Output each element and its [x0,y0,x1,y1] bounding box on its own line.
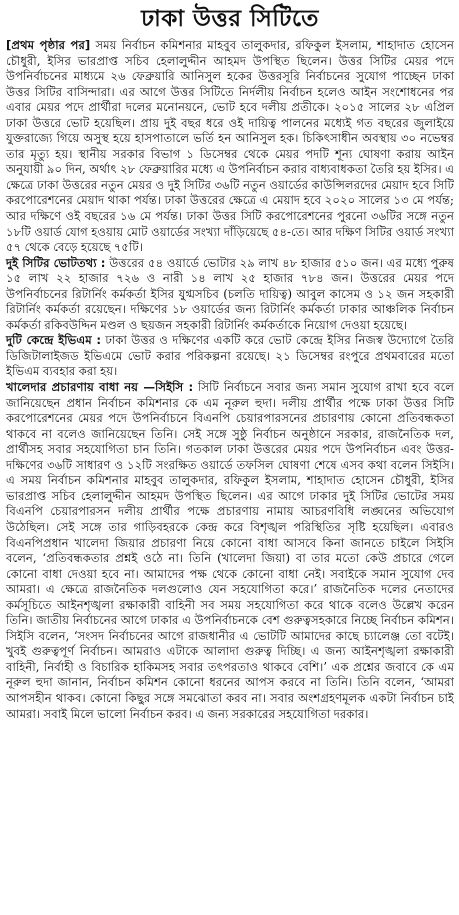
paragraph-lead: খালেদার প্রচারণায় বাধা নয় —সিইসি : [6,380,194,395]
paragraph-body: সময় নির্বাচন কমিশনার মাহবুব তালুকদার, রফিকুল ইসলাম, শাহাদাত হোসেন চৌধুরী, ইসির ভারপ্রাপ্ত সচিব হেলালুদ্দীন আহমদ উপস্থিত ছিলেন। উত্তর সিটির মেয়র পদে উপনির্বাচনের মাধ্যমে ২৬ ফেব্রুয়ারি আনিসুল হকের উত্তরসূরি নির্বাচনের সুযোগ পাচ্ছেন ঢাকা উত্তর সিটির বাসিন্দারা। এর আগে উত্তর সিটিতে নির্দলীয় নির্বাচন হলেও আইন সংশোধনের পর এবার মেয়র পদে প্রার্থীরা দলের মনোনয়নে, ভোট হবে দলীয় প্রতীকে। ২০১৫ সালের ২৮ এপ্রিল ঢাকা উত্তরে ভোট হয়েছিল। প্রায় দুই বছর ধরে ওই দায়িত্ব পালনের মধ্যেই গত বছরের জুলাইয়ে যুক্তরাজ্যে গিয়ে অসুস্থ হয়ে হাসপাতালে ভর্তি হন আনিসুল হক। চিকিৎসাধীন অবস্থায় ৩০ নভেম্বর তার মৃত্যু হয়। স্থানীয় সরকার বিভাগ ১ ডিসেম্বর থেকে মেয়র পদটি শূন্য ঘোষণা করায় আইন অনুযায়ী ৯০ দিন, অর্থাৎ ২৮ ফেব্রুয়ারির মধ্যে এ উপনির্বাচন করার বাধ্যবাধকতা তৈরি হয় ইসির। এ ক্ষেত্রে ঢাকা উত্তরের নতুন মেয়র ও দুই সিটির ৩৬টি নতুন ওয়ার্ডের কাউন্সিলরদের মেয়াদ হবে সিটি করপোরেশনের মেয়াদ থাকা পর্যন্ত। ঢাকা উত্তরের ক্ষেত্রে এ মেয়াদ হবে ২০২০ সালের ১৩ মে পর্যন্ত; আর দক্ষিণে ওই বছরের ১৬ মে পর্যন্ত। ঢাকা উত্তর সিটি করপোরেশনের পুরনো ৩৬টির সঙ্গে নতুন ১৮টি ওয়ার্ড যোগ হওয়ায় মোট ওয়ার্ডের সংখ্যা দাঁড়িয়েছে ৫৪-তে। আর দক্ষিণ সিটির ওয়ার্ড সংখ্যা ৫৭ থেকে বেড়ে হয়েছে ৭৫টি। [6,38,454,255]
paragraph-body: উত্তরের ৫৪ ওয়ার্ডে ভোটার ২৯ লাখ ৪৮ হাজার ৫১০ জন। এর মধ্যে পুরুষ ১৫ লাখ ২২ হাজার ৭২৬ ও নারী ১৪ লাখ ২৫ হাজার ৭৮৪ জন। উত্তরের মেয়র পদে উপনির্বাচনের রিটার্নিং কর্মকর্তা ইসির যুগ্মসচিব (চলতি দায়িত্ব) আবুল কাসেম ও ১২ জন সহকারী রিটার্নিং কর্মকর্তা রয়েছেন। দক্ষিণের ১৮ ওয়ার্ডের জন্য রিটার্নিং কর্মকর্তা ঢাকার আঞ্চলিক নির্বাচন কর্মকর্তা রকিবউদ্দিন মণ্ডল ও ছয়জন সহকারী রিটার্নিং কর্মকর্তাকে নিয়োগ দেওয়া হয়েছে। [6,255,454,332]
paragraph-lead: দুই সিটির ভোটতথ্য : [6,255,106,270]
paragraph-evm [6,333,454,380]
paragraph-vote-info [6,256,454,334]
article-headline: ঢাকা উত্তর সিটিতে [141,6,319,32]
paragraph-lead: [প্রথম পৃষ্ঠার পর] [6,38,91,52]
paragraph-continuation [6,38,454,256]
paragraph-body: ঢাকা উত্তর ও দক্ষিণের একটি করে ভোট কেন্দ্রে ইসির নিজস্ব উদ্যোগে তৈরি ডিজিটালাইজড ইভিএমে ভোট করার পরিকল্পনা রয়েছে। ২১ ডিসেম্বর রংপুরে প্রথমবারের মতো ইভিএম ব্যবহার করা হয়। [6,333,454,379]
paragraph-cec [6,380,454,722]
paragraph-lead: দুটি কেন্দ্রে ইভিএম : [6,333,102,348]
paragraph-body: সিটি নির্বাচনে সবার জন্য সমান সুযোগ রাখা হবে বলে জানিয়েছেন প্রধান নির্বাচন কমিশনার কে এম নূরুল হুদা। দলীয় প্রার্থীর পক্ষে ঢাকা উত্তর সিটি করপোরেশনের মেয়র পদে উপনির্বাচনে বিএনপি চেয়ারপারসনের প্রচারণায় কোনো প্রতিবন্ধকতা থাকবে না বলেও জানিয়েছেন তিনি। সেই সঙ্গে সুষ্ঠু নির্বাচন অনুষ্ঠানে সরকার, রাজনৈতিক দল, প্রার্থীসহ সবার সহযোগিতা চান তিনি। গতকাল ঢাকা উত্তরের মেয়র পদে উপনির্বাচন এবং উত্তর-দক্ষিণের ৩৬টি সাধারণ ও ১২টি সংরক্ষিত ওয়ার্ডে তফসিল ঘোষণা শেষে এসব কথা বলেন সিইসি। এ সময় নির্বাচন কমিশনার মাহবুব তালুকদার, রফিকুল ইসলাম, শাহাদাত হোসেন চৌধুরী, ইসির ভারপ্রাপ্ত সচিব হেলালুদ্দীন আহমদ উপস্থিত ছিলেন। এর আগে ঢাকার দুই সিটির ভোটের সময় বিএনপি চেয়ারপারসন দলীয় প্রার্থীর পক্ষে প্রচারণায় নামায় আচরণবিধি লঙ্ঘনের অভিযোগ উঠেছিল। সেই সঙ্গে তার গাড়িবহরকে কেন্দ্র করে বিশৃঙ্খল পরিস্থিতির সৃষ্টি হয়েছিল। এবারও বিএনপিপ্রধান খালেদা জিয়ার প্রচারণা নিয়ে কোনো বাধা আসবে কিনা জানতে চাইলে সিইসি বলেন, ‘প্রতিবন্ধকতার প্রশ্নই ওঠে না। তিনি (খালেদা জিয়া) বা তার মতো কেউ প্রচারে গেলে কোনো বাধা দেওয়া হবে না। আমাদের পক্ষ থেকে কোনো বাধা নেই। সবাইকে সমান সুযোগ দেব আমরা। এ ক্ষেত্রে রাজনৈতিক দলগুলোও যেন সহযোগিতা করে।’ রাজনৈতিক দলের নেতাদের কর্মসূচিতে আইনশৃঙ্খলা রক্ষাকারী বাহিনী সব সময় সহযোগিতা করে থাকে বলেও উল্লেখ করেন তিনি। জাতীয় নির্বাচনের আগে ঢাকার এ উপনির্বাচনকে বেশ গুরুত্বসহকারে নিচ্ছে নির্বাচন কমিশন। সিইসি বলেন, ‘সংসদ নির্বাচনের আগে রাজধানীর এ ভোটটি আমাদের কাছে চ্যালেঞ্জ তো বটেই। খুবই গুরুত্বপূর্ণ নির্বাচন। আমরাও এটাকে আলাদা গুরুত্ব দিচ্ছি। এ জন্য আইনশৃঙ্খলা রক্ষাকারী বাহিনী, নির্বাহী ও বিচারিক হাকিমসহ সবার তৎপরতাও থাকবে বেশি।’ এক প্রশ্নের জবাবে কে এম নূরুল হুদা জানান, নির্বাচন কমিশন কোনো ধরনের আপস করবে না তিনি। তিনি বলেন, ‘আমরা আপসহীন থাকব। কোনো কিছুর সঙ্গে সমঝোতা করব না। সবার অংশগ্রহণমূলক একটা নির্বাচন চাই আমরা। সবাই মিলে ভালো নির্বাচন করব। এ জন্য সরকারের সহযোগিতা দরকার। [6,380,454,721]
